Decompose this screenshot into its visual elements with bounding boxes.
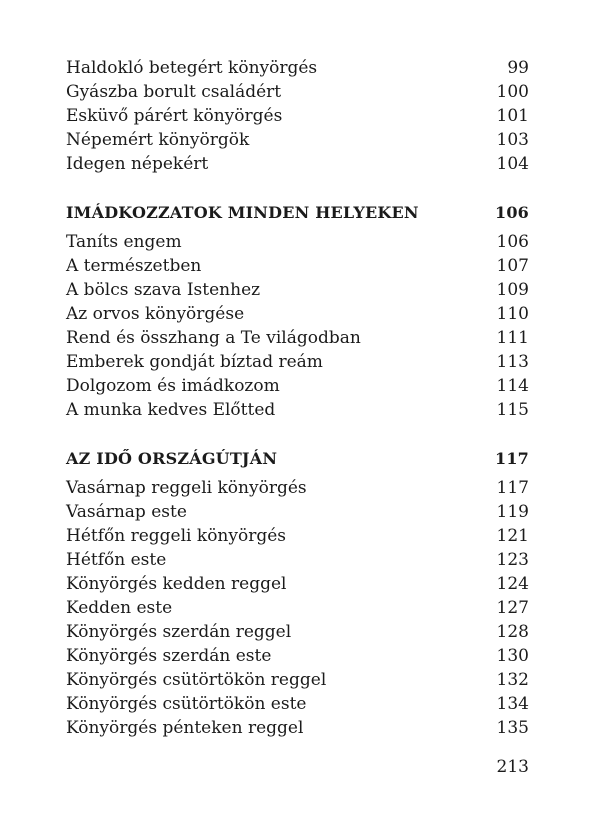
toc-entry-page: 115 bbox=[496, 400, 529, 420]
toc-entry bbox=[66, 254, 529, 278]
toc-entry-title: Idegen népekért bbox=[66, 154, 209, 174]
toc-entry bbox=[66, 326, 529, 350]
toc-entry-title: Könyörgés csütörtökön reggel bbox=[66, 670, 327, 690]
toc-entry-title: A munka kedves Előtted bbox=[66, 400, 276, 420]
toc-entry bbox=[66, 692, 529, 716]
toc-entry bbox=[66, 716, 529, 740]
toc-entry bbox=[66, 572, 529, 596]
toc-entry-page: 127 bbox=[496, 598, 529, 618]
toc-entry bbox=[66, 350, 529, 374]
toc-entry-title: Gyászba borult családért bbox=[66, 82, 282, 102]
toc-section bbox=[66, 200, 529, 422]
toc-entry bbox=[66, 104, 529, 128]
toc-entry-page: 110 bbox=[496, 304, 529, 324]
toc-entry-title: Esküvő párért könyörgés bbox=[66, 106, 283, 126]
toc-entry bbox=[66, 278, 529, 302]
toc-entry bbox=[66, 596, 529, 620]
toc-section bbox=[66, 56, 529, 176]
toc-entry bbox=[66, 56, 529, 80]
toc-heading-title: IMÁDKOZZATOK MINDEN HELYEKEN bbox=[66, 203, 419, 222]
toc-entry-page: 123 bbox=[496, 550, 529, 570]
toc-entry-title: Az orvos könyörgése bbox=[66, 304, 245, 324]
page-number: 213 bbox=[496, 757, 529, 777]
toc-heading-page: 106 bbox=[495, 203, 529, 222]
toc-entry-page: 119 bbox=[496, 502, 529, 522]
toc-entry bbox=[66, 500, 529, 524]
toc-entry-page: 132 bbox=[496, 670, 529, 690]
toc-entry-page: 109 bbox=[496, 280, 529, 300]
toc-entry-page: 113 bbox=[496, 352, 529, 372]
toc-entry-page: 99 bbox=[507, 58, 529, 78]
toc-entry-title: Könyörgés pénteken reggel bbox=[66, 718, 304, 738]
toc-entry bbox=[66, 80, 529, 104]
table-of-contents bbox=[66, 56, 529, 740]
toc-entry-page: 107 bbox=[496, 256, 529, 276]
toc-entry bbox=[66, 644, 529, 668]
toc-entry bbox=[66, 374, 529, 398]
toc-entry-page: 130 bbox=[496, 646, 529, 666]
toc-entry-page: 103 bbox=[496, 130, 529, 150]
toc-heading-title: AZ IDŐ ORSZÁGÚTJÁN bbox=[66, 449, 278, 468]
toc-section-heading bbox=[66, 200, 529, 226]
toc-entry bbox=[66, 668, 529, 692]
toc-entry-page: 117 bbox=[496, 478, 529, 498]
toc-entry-title: Könyörgés szerdán reggel bbox=[66, 622, 292, 642]
toc-entry-page: 114 bbox=[496, 376, 529, 396]
toc-entry-title: A természetben bbox=[66, 256, 202, 276]
toc-entry-page: 124 bbox=[496, 574, 529, 594]
toc-entry-title: Haldokló betegért könyörgés bbox=[66, 58, 318, 78]
toc-entry bbox=[66, 548, 529, 572]
toc-entry-title: Emberek gondját bíztad reám bbox=[66, 352, 323, 372]
toc-entry bbox=[66, 302, 529, 326]
toc-entry-page: 101 bbox=[496, 106, 529, 126]
toc-section bbox=[66, 446, 529, 740]
toc-entry-title: Hétfőn reggeli könyörgés bbox=[66, 526, 287, 546]
toc-heading-page: 117 bbox=[495, 449, 529, 468]
toc-entry-page: 134 bbox=[496, 694, 529, 714]
toc-entry-title: Rend és összhang a Te világodban bbox=[66, 328, 361, 348]
toc-entry-page: 128 bbox=[496, 622, 529, 642]
toc-entry-title: Kedden este bbox=[66, 598, 173, 618]
toc-entry-title: Népemért könyörgök bbox=[66, 130, 250, 150]
toc-entry-page: 135 bbox=[496, 718, 529, 738]
toc-entry-title: Könyörgés szerdán este bbox=[66, 646, 272, 666]
toc-entry-page: 100 bbox=[496, 82, 529, 102]
section-spacer bbox=[66, 422, 529, 446]
toc-entry bbox=[66, 476, 529, 500]
toc-entry bbox=[66, 398, 529, 422]
toc-entry-title: Vasárnap reggeli könyörgés bbox=[66, 478, 307, 498]
toc-entry-title: A bölcs szava Istenhez bbox=[66, 280, 261, 300]
toc-entry-page: 121 bbox=[496, 526, 529, 546]
toc-entry-title: Vasárnap este bbox=[66, 502, 187, 522]
toc-entry-title: Hétfőn este bbox=[66, 550, 167, 570]
toc-entry-title: Könyörgés kedden reggel bbox=[66, 574, 287, 594]
toc-entry-page: 111 bbox=[496, 328, 529, 348]
toc-entry-page: 104 bbox=[496, 154, 529, 174]
toc-entry-title: Könyörgés csütörtökön este bbox=[66, 694, 307, 714]
toc-entry-title: Dolgozom és imádkozom bbox=[66, 376, 280, 396]
toc-entry bbox=[66, 128, 529, 152]
section-spacer bbox=[66, 176, 529, 200]
toc-entry bbox=[66, 524, 529, 548]
toc-entry-page: 106 bbox=[496, 232, 529, 252]
toc-entry bbox=[66, 152, 529, 176]
toc-section-heading bbox=[66, 446, 529, 472]
toc-entry bbox=[66, 230, 529, 254]
toc-entry-title: Taníts engem bbox=[66, 232, 182, 252]
toc-entry bbox=[66, 620, 529, 644]
